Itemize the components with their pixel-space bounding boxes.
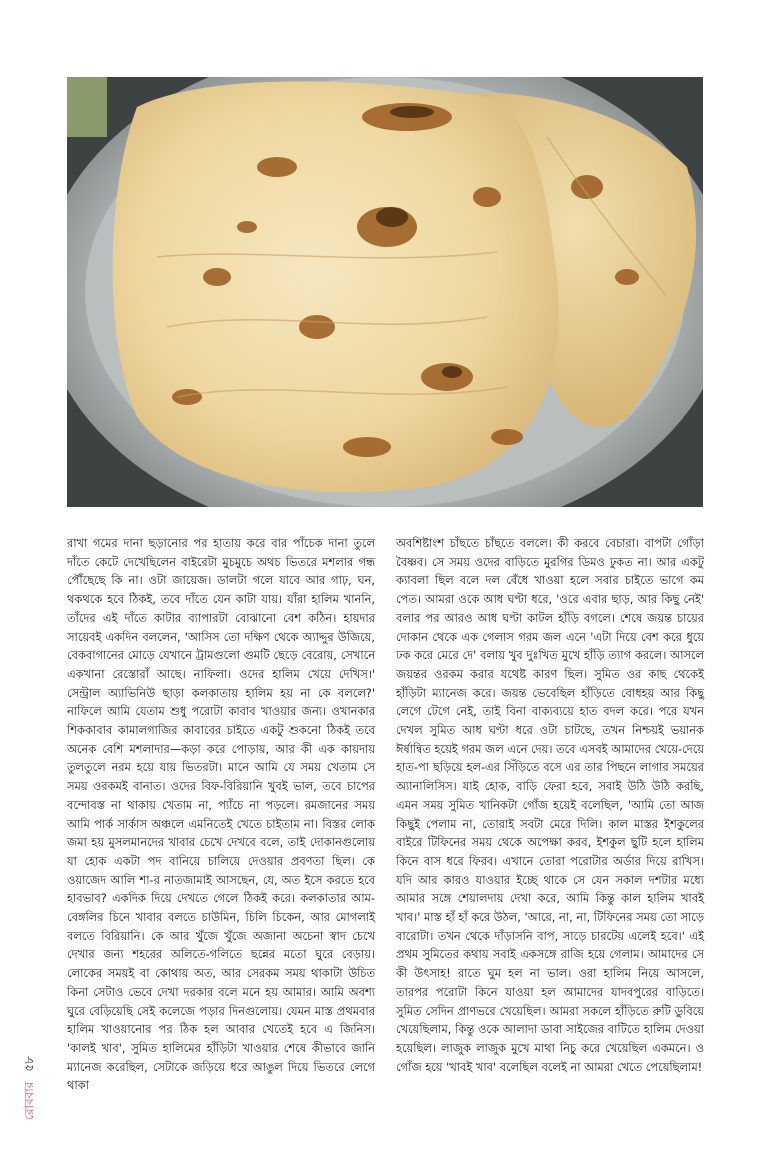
article-text-left: রাখা গমের দানা ছড়ানোর পর হাতায় করে বার পাঁচেক দানা তুলে দাঁতে কেটে দেখেছিলেন বাইরেটা মুচমুচে অথচ ভিতরে মশলার গন্ধ পৌঁছেছে কি না। ওটা জায়েজ। ডালটা গলে যাবে আর গাঢ়, ঘন, থকথকে হবে ঠিকই, তবে দাঁতে যেন কাটা যায়। যাঁরা হালিম খাননি, তাঁদের এই দাঁতে কাটার ব্যাপারটা বোঝানো বেশ কঠিন। হায়দার সায়েবই একদিন বললেন, 'আসিস তো দক্ষিণ থেকে অ্যাদ্দুর উজিয়ে, বেকবাগানের মোড়ে যেখানে ট্রামগুলো গুমটি ছেড়ে বেরোয়, সেখানে একখানা রেস্তোরাঁ আছে। নাফিলা। ওদের হালিম খেয়ে দেখিস।' সেন্ট্রাল অ্যাভিনিউ ছাড়া কলকাতায় হালিম হয় না কে বললে?' নাফিলে আমি যেতাম শুধু পরোটা কাবাব খাওয়ার জন্য। ওখানকার শিককাবাব কামালগাজির কাবাবের চাইতে একটু শুকনো ঠিকই তবে অনেক বেশি মশলাদার—কড়া করে পোড়ায়, আর কী এক কায়দায় তুলতুলে নরম হয়ে যায় ভিতরটা। মানে আমি যে সময় খেতাম সে সময় ওরকমই বানাত। ওদের বিফ-বিরিয়ানি খুবই ভাল, তবে চাপের বন্দোবস্ত না থাকায় খেতাম না, প্যাঁচে না পড়লে। রমজানের সময় আমি পার্ক সার্কাস অঞ্চলে এমনিতেই খেতে চাইতাম না। বিস্তর লোক জমা হয় মুসলমানদের খাবার চেখে দেখবে বলে, তাই দোকানগুলোয় যা হোক একটা পদ বানিয়ে চালিয়ে দেওয়ার প্রবণতা ছিল। কে ওয়াজেদ আলি শা-র নাতজামাই আসছেন, যে, অত ইসে করতে হবে হাবভাব? একদিক দিয়ে দেখতে গেলে ঠিকই করে। কলকাতার আম-বেঙ্গলির চিনে খাবার বলতে চাউমিন, চিলি চিকেন, আর মোগলাই বলতে বিরিয়ানি। কে আর খুঁজে খুঁজে অজানা অচেনা স্বাদ চেখে দেখার জন্য শহরের অলিতে-গলিতে ছন্নের মতো ঘুরে বেড়ায়। লোকের সময়ই বা কোথায় অত, আর সেরকম সময় থাকাটা উচিত কিনা সেটাও ভেবে দেখা দরকার বলে মনে হয় আমার। আমি অবশ্য ঘুরে বেড়িয়েছি সেই কলেজে পড়ার দিনগুলোয়। যেমন মাস্ত প্রথমবার হালিম খাওয়ানোর পর ঠিক হল আবার খেতেই হবে এ জিনিস। 'কালই খাব', সুমিত হালিমের হাঁড়িটা খাওয়ার শেষে কীভাবে জানি ম্যানেজ করেছিল, সেটাকে জড়িয়ে ধরে আঙুল দিয়ে ভিতরে লেগে থাকা xyxy=(67,536,375,1093)
paratha-plate-illustration xyxy=(67,77,703,507)
magazine-name: রোববার xyxy=(22,1081,36,1120)
article-text-right: অবশিষ্টাংশ চাঁছতে চাঁছতে বললে। কী করবে বেচারা। বাপটা গোঁড়া বৈষ্ণব। সে সময় ওদের বাড়িতে মুরগির ডিমও ঢুকত না। আর একটু ক্যাবলা ছিল বলে দল বেঁধে খাওয়া হলে সবার চাইতে ভাগে কম পেত। আমরা ওকে আধ ঘণ্টা ধরে, 'ওরে এবার ছাড়, আর কিছু নেই' বলার পর আরও আধ ঘণ্টা কাটল হাঁড়ি বগলে। শেষে জয়ন্ত চায়ের দোকান থেকে এক গেলাস গরম জল এনে 'এটা দিয়ে বেশ করে ধুয়ে ঢক করে মেরে দে' বলায় খুব দুঃখিত মুখে হাঁড়ি ত্যাগ করলে। আসলে জয়ন্তর ওরকম করার যথেষ্ট কারণ ছিল। সুমিত ওর কাছ থেকেই হাঁড়িটা ম্যানেজ করে। জয়ন্ত ভেবেছিল হাঁড়িতে বোধহয় আর কিছু লেগে টেগে নেই, তাই বিনা বাক্যব্যয়ে হাত বদল করে। পরে যখন দেখল সুমিত আধ ঘণ্টা ধরে ওটা চাটছে, তখন নিশ্চয়ই ভয়ানক ঈর্ষান্বিত হয়েই গরম জল এনে দেয়। তবে এসবই আমাদের খেয়ে-দেয়ে হাত-পা ছড়িয়ে হল-এর সিঁড়িতে বসে এর তার পিছনে লাগার সময়ের অ্যানালিসিস। যাই হোক, বাড়ি ফেরা হবে, সবাই উঠি উঠি করছি, এমন সময় সুমিত খানিকটা গোঁজ হয়েই বলেছিল, 'আমি তো আজ কিছুই পেলাম না, তোরাই সবটা মেরে দিলি। কাল মাস্তর ইশকুলের বাইরে টিফিনের সময় থেকে অপেক্ষা করব, ইশকুল ছুটি হলে হালিম কিনে বাস ধরে ফিরব। এখানে তোরা পরোটার অর্ডার দিয়ে রাখিস। যদি আর কারও যাওয়ার ইচ্ছে থাকে সে যেন সকাল দশটার মধ্যে আমার সঙ্গে শেয়ালদায় দেখা করে, আমি কিন্তু কাল হালিম খাবই খাব।' মাস্ত হাঁ হাঁ করে উঠল, 'আরে, না, না, টিফিনের সময় তো সাড়ে বারোটা। তখন থেকে দাঁড়াসনি বাপ, সাড়ে চারটেয় এলেই হবে।' এই প্রথম সুমিতের কথায় সবাই একসঙ্গে রাজি হয়ে গেলাম। আমাদের সে কী উৎসাহ! রাতে ঘুম হল না ভাল। ওরা হালিম নিয়ে আসলে, তারপর পরোটা কিনে যাওয়া হল আমাদের যাদবপুরের বাড়িতে। সুমিত সেদিন প্রাণভরে খেয়েছিল। আমরা সকলে হাঁড়িতে রুটি ডুবিয়ে খেয়েছিলাম, কিন্তু ওকে আলাদা ডাবা সাইজের বাটিতে হালিম দেওয়া হয়েছিল। লাজুক লাজুক মুখে মাথা নিচু করে খেয়েছিল একমনে। ও গোঁজ হয়ে 'খাবই খাব' বলেছিল বলেই না আমরা খেতে পেয়েছিলাম! xyxy=(396,536,704,1074)
article-column-right xyxy=(396,534,704,1076)
article-column-left xyxy=(67,534,375,1095)
paratha-photo xyxy=(67,77,703,507)
page-number: ৫৮ xyxy=(22,1056,36,1072)
footer-text xyxy=(20,1056,38,1120)
page-footer xyxy=(20,1010,40,1120)
